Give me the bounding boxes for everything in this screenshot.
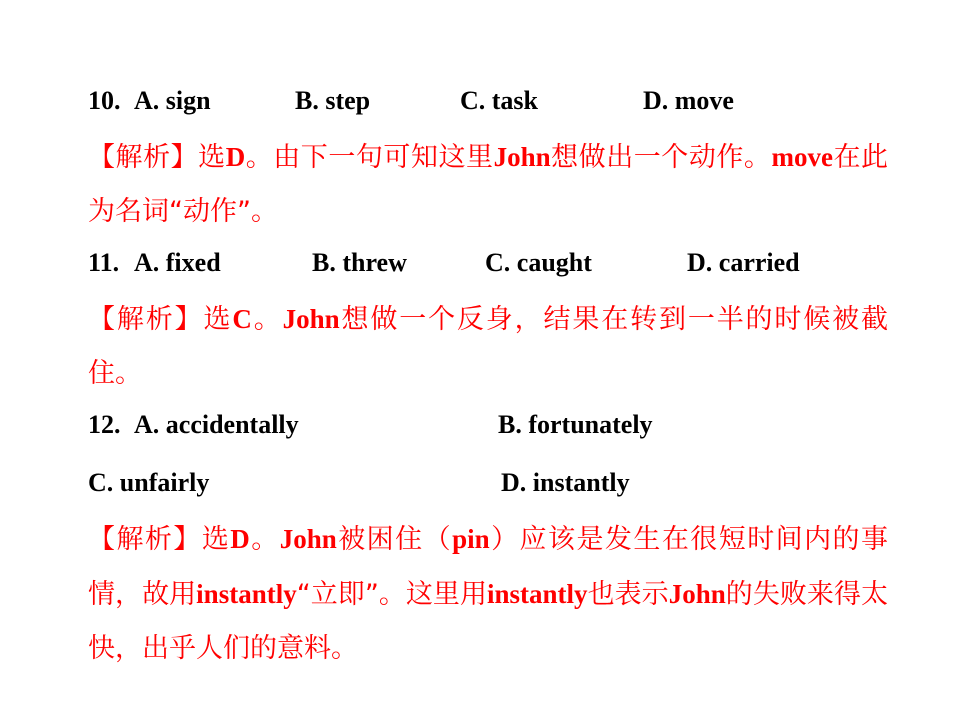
answer-letter: C [232,304,252,334]
expl-text: 的失败来得太快，出乎人们的意料。 [88,579,889,664]
question-number: 11. [88,248,120,277]
answer-letter: D [230,524,250,554]
expl-text: 想做出一个动作。 [550,142,772,173]
name-john: John [493,142,551,172]
expl-text: ）应该是发生在很短时间内的事情，故用 [88,524,889,610]
option-d: D. carried [687,248,800,277]
keyword: move [771,142,833,172]
option-d: D. instantly [501,468,630,497]
question-12-explanation [88,512,888,676]
expl-text: 。由下一句可知这里 [245,142,494,173]
option-a: A. sign [134,86,211,115]
expl-prefix: 【解析】选 [88,304,233,335]
name-john: John [279,524,337,554]
expl-text: 。 [251,304,283,335]
question-11-explanation [88,292,888,401]
question-number: 10. [88,86,121,115]
answer-letter: D [225,142,246,172]
option-c: C. caught [485,248,592,277]
option-b: B. step [295,86,371,115]
option-c: C. task [460,86,539,115]
expl-text: 被困住（ [336,524,453,555]
option-b: B. fortunately [498,410,653,439]
keyword-instantly: instantly [196,579,297,609]
question-number: 12. [88,410,121,439]
option-b: B. threw [312,248,407,277]
keyword-instantly: instantly [487,579,588,609]
name-john: John [282,304,340,334]
expl-prefix: 【解析】选 [88,142,226,173]
expl-text: 。 [249,524,280,555]
keyword-pin: pin [452,524,490,554]
question-10-explanation [88,130,888,239]
expl-text: 想做一个反身，结果在转到一半的时候被截住。 [88,304,889,389]
expl-text: “立即”。这里用 [296,579,488,610]
option-a: A. fixed [134,248,221,277]
expl-text: 在此为名词“动作”。 [88,142,889,227]
expl-prefix: 【解析】选 [88,524,231,555]
option-c: C. unfairly [88,468,210,497]
option-d: D. move [643,86,734,115]
option-a: A. accidentally [134,410,299,439]
name-john: John [668,579,726,609]
expl-text: 也表示 [587,579,669,610]
